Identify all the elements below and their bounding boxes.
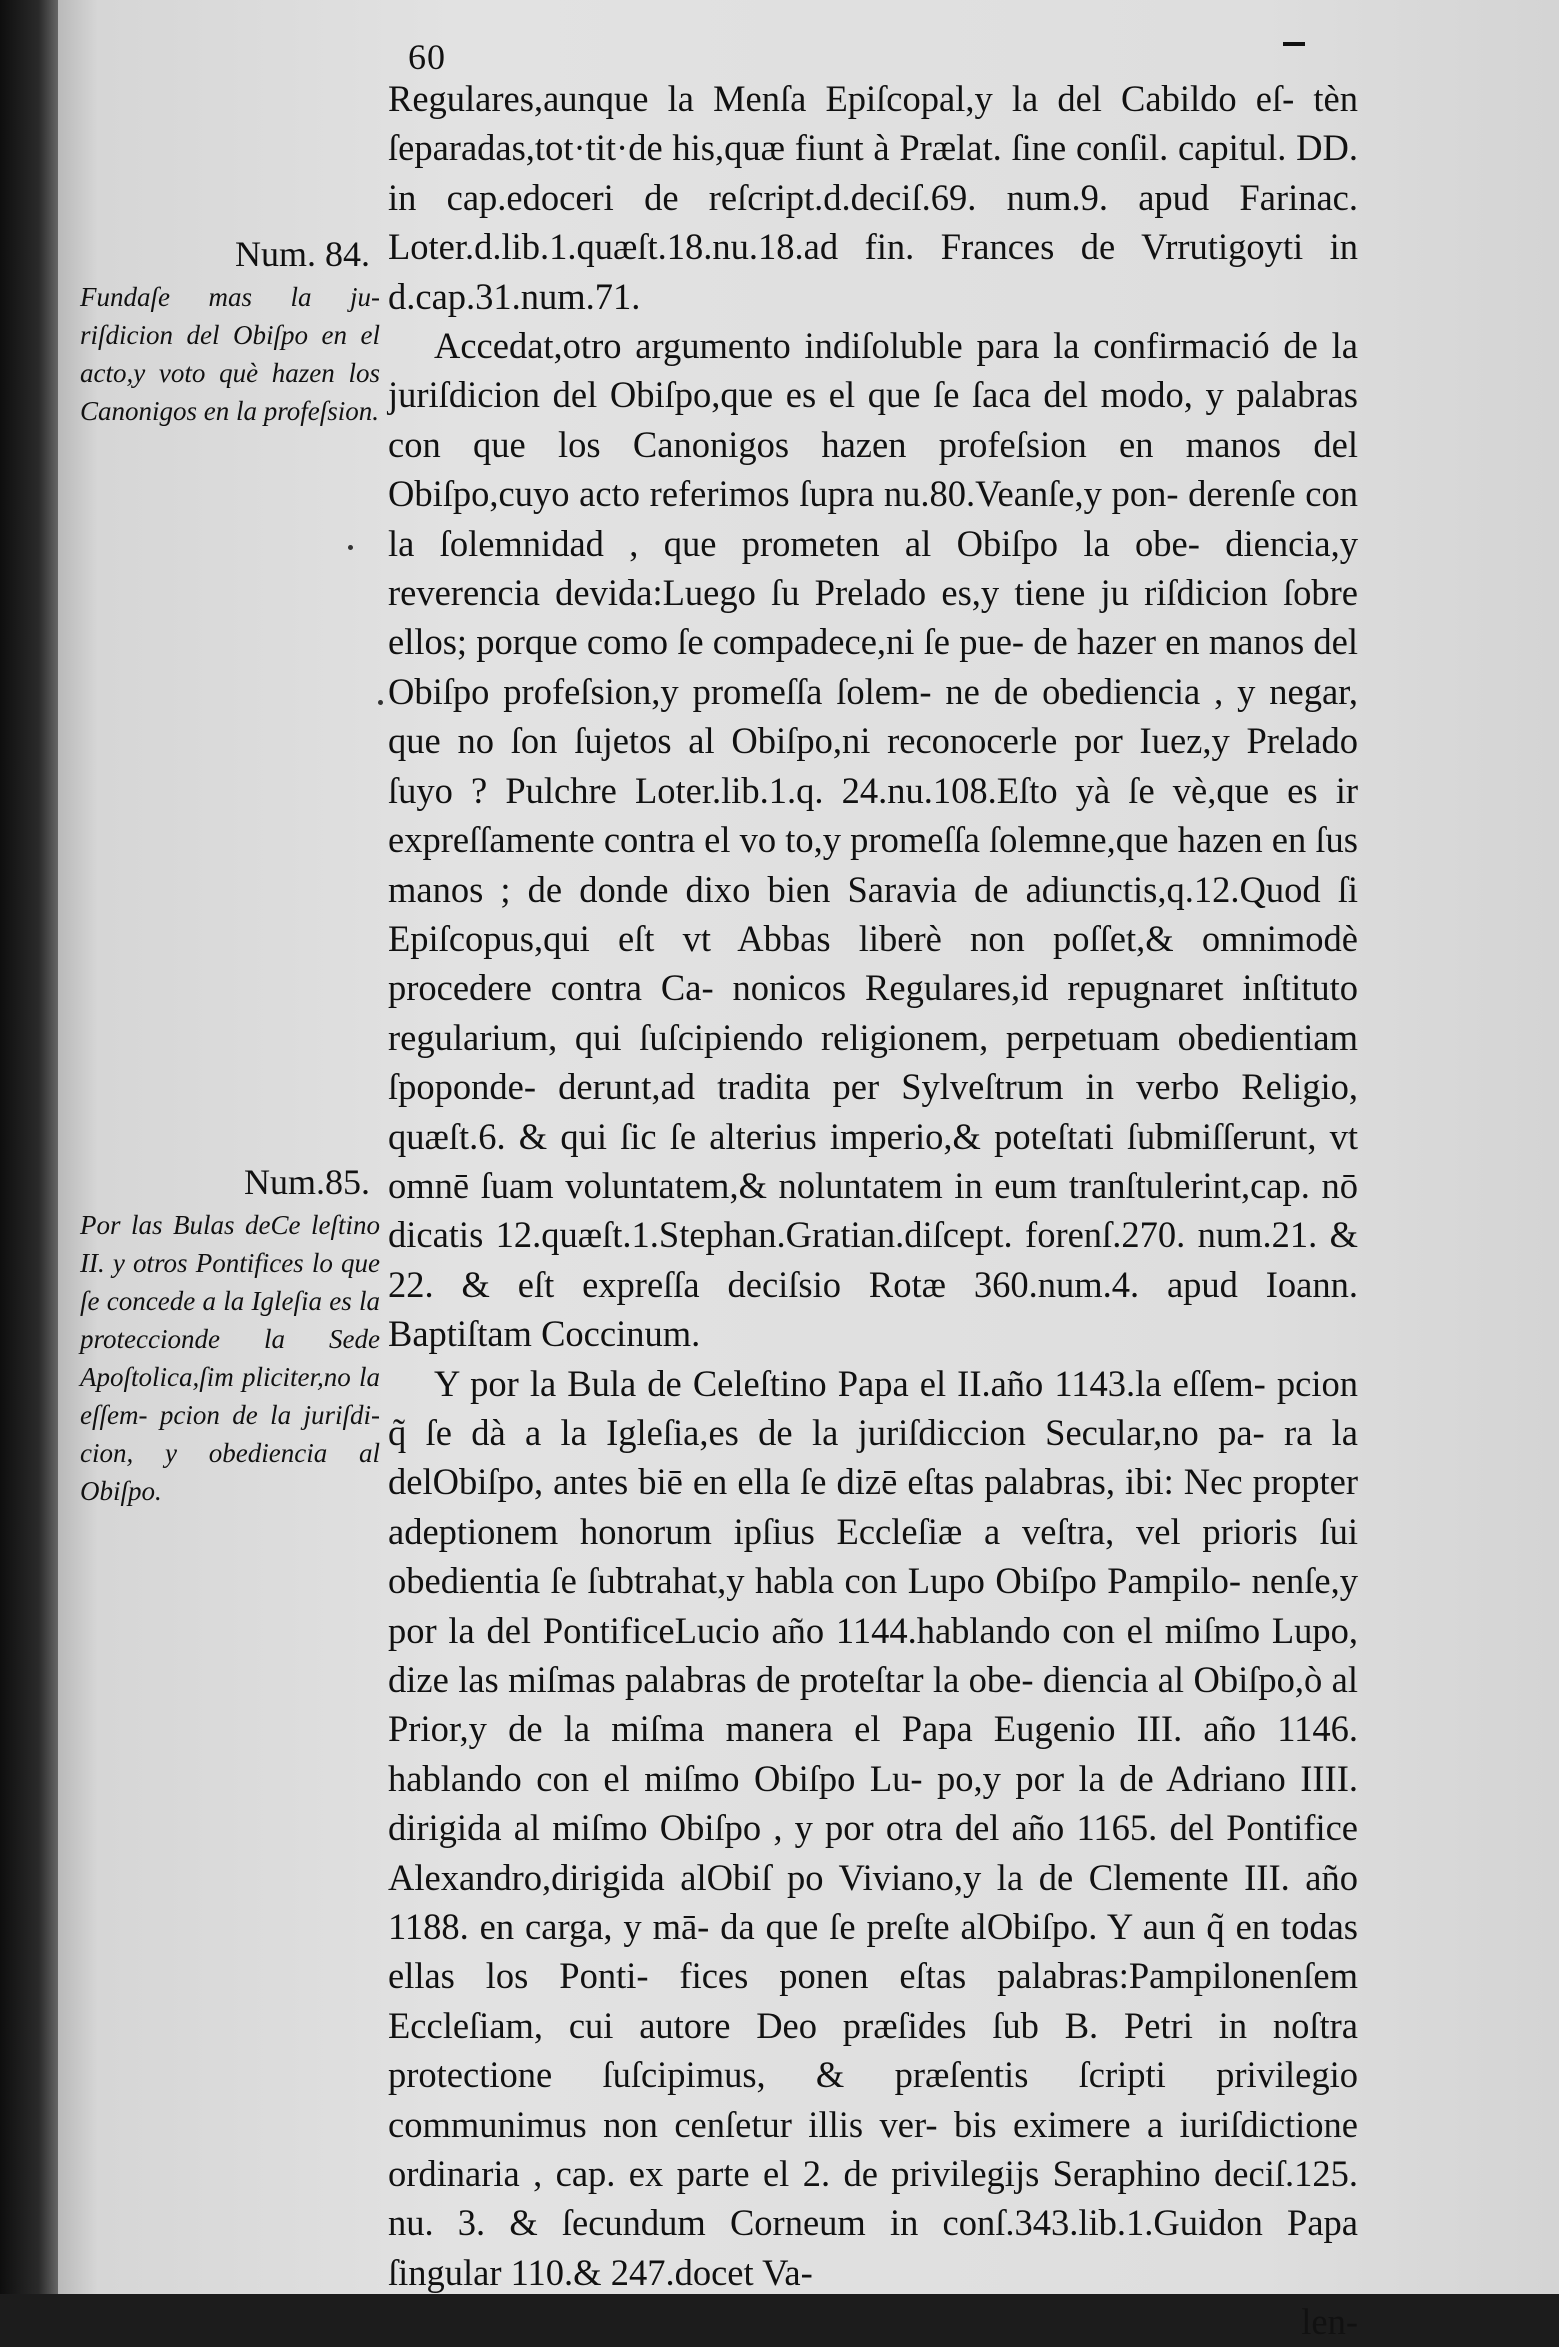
margin-note-number: Num. 84.: [235, 234, 370, 274]
margin-note-text: Fundaſe mas la ju- riſdicion del Obiſpo en el acto,y voto què hazen los Canonigos en la profeſsion.: [80, 282, 380, 426]
margin-note-number: Num.85.: [244, 1162, 370, 1202]
paragraph-3: Y por la Bula de Celeſtino Papa el II.año 1143.la eſſem- pcion q̃ ſe dà a la Igleſia,es de la juriſdiccion Secular,no pa- ra la delObiſpo, antes biē en ella ſe dizē eſtas palabras, ibi: Nec propter adeptionem honorum ipſius Eccleſiæ a veſtra, vel prioris ſui obedientia ſe ſubtrahat,y habla con Lupo Obiſpo Pampilo- nenſe,y por la del PontificeLucio año 1144.hablando con el miſmo Lupo, dize las miſmas palabras de proteſtar la obe- diencia al Obiſpo,ò al Prior,y de la miſma manera el Papa Eugenio III. año 1146. hablando con el miſmo Obiſpo Lu- po,y por la de Adriano IIII. dirigida al miſmo Obiſpo , y por otra del año 1165. del Pontifice Alexandro,dirigida alObiſ po Viviano,y la de Clemente III. año 1188. en carga, y mā- da que ſe preſte alObiſpo. Y aun q̃ en todas ellas los Ponti- fices ponen eſtas palabras:Pampilonenſem Eccleſiam, cui autore Deo præſides ſub B. Petri in noſtra protectione ſuſcipimus, & præſentis ſcripti privilegio communimus non cenſetur illis ver- bis eximere a iuriſdictione ordinaria , cap. ex parte el 2. de privilegijs Seraphino deciſ.125. nu. 3. & ſecundum Corneum in conſ.343.lib.1.Guidon Papa ſingular 110.& 247.docet Va-: [388, 1362, 1358, 2293]
paragraph-2: Accedat,otro argumento indiſoluble para la confirmació de la juriſdicion del Obiſpo,que es el que ſe ſaca del modo, y palabras con que los Canonigos hazen profeſsion en manos del Obiſpo,cuyo acto referimos ſupra nu.80.Veanſe,y pon- derenſe con la ſolemnidad , que prometen al Obiſpo la obe- diencia,y reverencia devida:Luego ſu Prelado es,y tiene ju riſdicion ſobre ellos; porque como ſe compadece,ni ſe pue- de hazer en manos del Obiſpo profeſsion,y promeſſa ſolem- ne de obediencia , y negar, que no ſon ſujetos al Obiſpo,ni reconocerle por Iuez,y Prelado ſuyo ? Pulchre Loter.lib.1.q. 24.nu.108.Eſto yà ſe vè,que es ir expreſſamente contra el vo to,y promeſſa ſolemne,que hazen en ſus manos ; de donde dixo bien Saravia de adiunctis,q.12.Quod ſi Epiſcopus,qui eſt vt Abbas liberè non poſſet,& omnimodè procedere contra Ca- nonicos Regulares,id repugnaret inſtituto regularium, qui ſuſcipiendo religionem, perpetuam obedientiam ſpoponde- derunt,ad tradita per Sylveſtrum in verbo Religio, quæſt.6. & qui ſic ſe alterius imperio,& poteſtati ſubmiſſerunt, vt omnē ſuam voluntatem,& noluntatem in eum tranſtulerint,cap. nō dicatis 12.quæſt.1.Stephan.Gratian.diſcept. forenſ.270. num.21. & 22. & eſt expreſſa deciſsio Rotæ 360.num.4. apud Ioann. Baptiſtam Coccinum.: [388, 325, 1358, 1355]
paragraph-1: Regulares,aunque la Menſa Epiſcopal,y la del Cabildo eſ- tèn ſeparadas,tot·tit·de his,quæ fiunt à Prælat. ſine conſil. capitul. DD. in cap.edoceri de reſcript.d.deciſ.69. num.9. apud Farinac. Loter.d.lib.1.quæſt.18.nu.18.ad fin. Frances de Vrrutigoyti in d.cap.31.num.71.: [388, 78, 1358, 317]
header-rule: [1283, 42, 1305, 46]
show-through-text: [118, 470, 378, 508]
main-text-column: [388, 74, 1358, 2347]
margin-note-85: [80, 1160, 380, 1510]
page-number: 60: [408, 37, 446, 77]
printer-mark: [348, 545, 353, 550]
catchword: len-: [1301, 2301, 1358, 2343]
book-page: [58, 0, 1559, 2343]
printer-mark: [378, 700, 383, 705]
margin-note-text: Por las Bulas deCe leſtino II. y otros Pontifices lo que ſe concede a la Igleſia es la proteccionde la Sede Apoſtolica,ſim pliciter,no la eſſem- pcion de la juriſdi- cion, y obediencia al Obiſpo.: [80, 1210, 380, 1506]
margin-note-84: [80, 232, 380, 430]
